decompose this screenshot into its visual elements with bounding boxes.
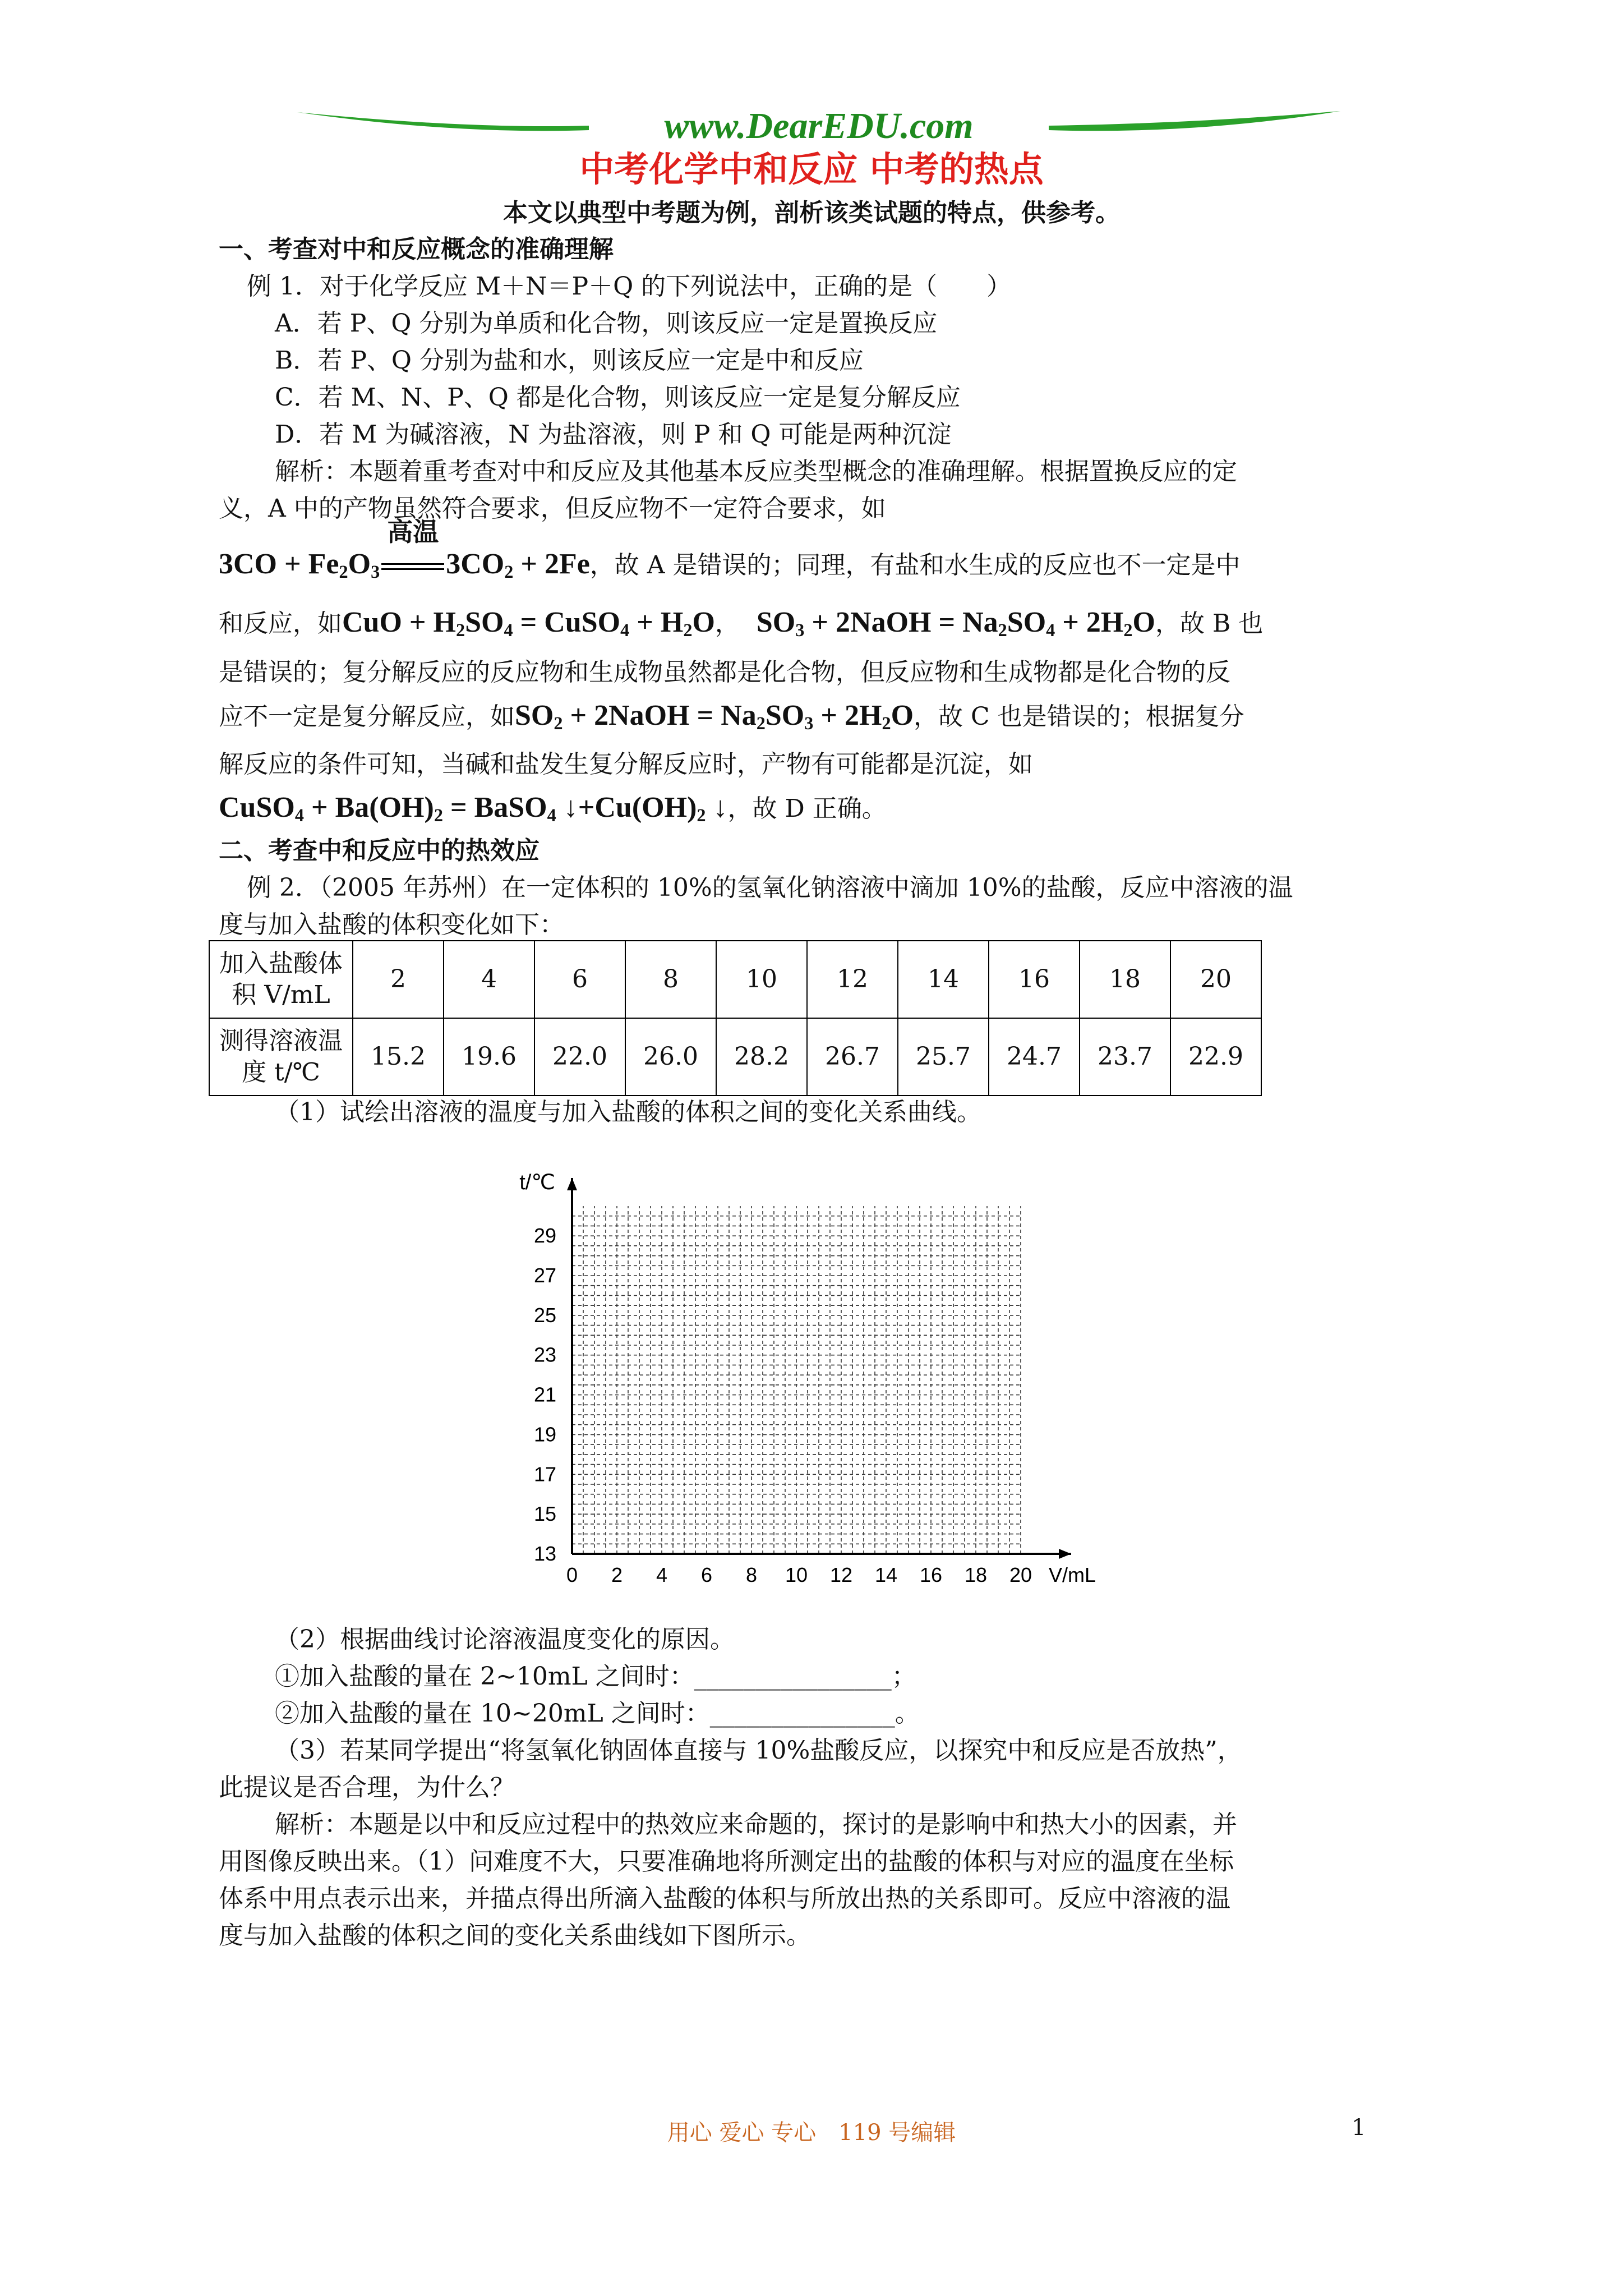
x-tick-label: 4 [656,1563,668,1586]
equation-cuo-h2so4: CuO + $H_2SO_4$ = CuSO$_4$ + $H_2O$ [342,606,715,641]
analysis1-line6 [219,693,1424,738]
row-head-text: 积 V/mL [232,981,330,1009]
option-c: C．若 M、N、P、Q 都是化合物，则该反应一定是复分解反应 [275,383,961,412]
y-tick-label: 15 [533,1502,556,1526]
y-tick-label: 29 [533,1224,556,1248]
analysis1-line6-prefix: 应不一定是复分解反应，如 [219,702,515,731]
x-tick-label: 18 [964,1563,988,1586]
x-tick-label: 2 [611,1563,623,1586]
analysis1-line2: 义，A 中的产物虽然符合要求，但反应物不一定符合要求，如 [219,494,886,523]
y-tick-label: 25 [533,1303,556,1327]
y-axis-arrow [567,1178,577,1190]
table-cell: 22.9 [1170,1018,1261,1096]
x-tick-label: 20 [1009,1563,1032,1586]
analysis1-line8 [219,785,1424,830]
x-tick-label: 10 [785,1563,808,1586]
analysis2-line3: 体系中用点表示出来，并描点得出所滴入盐酸的体积与所放出热的关系即可。反应中溶液的温 [219,1884,1230,1913]
table-cell: 20 [1170,941,1261,1018]
option-d: D．若 M 为碱溶液，N 为盐溶液，则 P 和 Q 可能是两种沉淀 [275,420,952,449]
x-axis-arrow [1059,1549,1071,1559]
analysis2-line2: 用图像反映出来。（1）问难度不大，只要准确地将所测定出的盐酸的体积与对应的温度在坐标 [219,1847,1234,1876]
table-cell: 19.6 [444,1018,534,1096]
equation-so2-naoh: $SO_2$ + 2NaOH = $Na_2SO_3 + 2H_2O$ [515,700,914,734]
table-cell: 10 [716,941,807,1018]
table-row-temp [209,1018,1261,1096]
x-tick-label: 14 [874,1563,898,1586]
table-row-head [209,941,353,1018]
table-cell: 26.0 [625,1018,716,1096]
row-head-text: 加入盐酸体 [219,949,343,978]
example2-line2: 度与加入盐酸的体积变化如下： [219,910,564,939]
y-tick-label: 27 [533,1264,556,1287]
equation-cuso4-baoh2: CuSO$_4$ + $Ba(OH)_2$ = BaSO$_4$ $↓+Cu(OH)_2$ ↓ [219,792,728,826]
y-tick-label: 17 [533,1462,556,1486]
page-number: 1 [1352,2115,1366,2141]
table-cell: 2 [353,941,444,1018]
x-axis-label: V/mL [1049,1563,1096,1586]
y-tick-label: 21 [533,1383,556,1406]
table-cell: 18 [1080,941,1170,1018]
table-row-volume [209,941,1261,1018]
temperature-grid-chart [494,1167,1133,1627]
example1-question: 例 1．对于化学反应 M＋N＝P＋Q 的下列说法中，正确的是（ ） [247,272,1012,301]
q3-line2: 此提议是否合理，为什么？ [219,1773,515,1802]
page-title: 中考化学中和反应 中考的热点 [579,149,1044,190]
example2-line1: 例 2．（2005 年苏州）在一定体积的 10%的氢氧化钠溶液中滴加 10%的盐酸，反应中溶液的温 [247,873,1293,902]
table-cell: 22.0 [534,1018,625,1096]
x-tick-label: 0 [566,1563,578,1586]
section2-heading: 二、考查中和反应中的热效应 [219,836,540,865]
reaction-condition: 高温 [387,517,439,547]
table-cell: 12 [807,941,898,1018]
analysis1-line3-text: ，故 A 是错误的；同理，有盐和水生成的反应也不一定是中 [589,551,1241,579]
analysis1-line4-suffix: ，故 B 也 [1155,609,1264,638]
y-tick-label: 19 [533,1423,556,1446]
q3-line1: （3）若某同学提出“将氢氧化钠固体直接与 10%盐酸反应，以探究中和反应是否放热”， [275,1736,1242,1765]
analysis1-line4-prefix: 和反应，如 [219,609,342,638]
table-cell: 4 [444,941,534,1018]
analysis1-line4-sep: ， [714,609,740,638]
table-cell: 26.7 [807,1018,898,1096]
table-cell: 16 [989,941,1080,1018]
x-tick-label: 12 [829,1563,853,1586]
table-cell: 15.2 [353,1018,444,1096]
table-cell: 24.7 [989,1018,1080,1096]
q2a-text: ①加入盐酸的量在 2~10mL 之间时：________________； [275,1662,916,1691]
analysis1-line6-suffix: ，故 C 也是错误的；根据复分 [914,702,1244,731]
row-head-text: 度 t/℃ [242,1058,320,1087]
option-a: A．若 P、Q 分别为单质和化合物，则该反应一定是置换反应 [275,309,938,338]
q2b-text: ②加入盐酸的量在 10~20mL 之间时：_______________。 [275,1699,920,1728]
analysis1-line1: 解析：本题着重考查对中和反应及其他基本反应类型概念的准确理解。根据置换反应的定 [275,457,1237,486]
table-cell: 23.7 [1080,1018,1170,1096]
x-tick-label: 16 [919,1563,943,1586]
table-cell: 28.2 [716,1018,807,1096]
y-tick-label: 23 [533,1343,556,1366]
q1-text: （1）试绘出溶液的温度与加入盐酸的体积之间的变化关系曲线。 [275,1098,981,1126]
footer-text: 用心 爱心 专心 119 号编辑 [667,2120,956,2146]
y-axis-label: t/℃ [519,1171,555,1194]
analysis1-line5: 是错误的；复分解反应的反应物和生成物虽然都是化合物，但反应物和生成物都是化合物的反 [219,658,1230,687]
x-tick-label: 8 [745,1563,758,1586]
equation-co-fe2o3: $3CO + Fe_2O_3$ 高温 $3CO_2 + 2Fe$ [219,548,590,580]
table-cell: 6 [534,941,625,1018]
equation-so3-naoh: $SO_3$ + 2NaOH = $Na_2SO_4 + 2H_2O$ [756,606,1155,641]
y-tick-label: 13 [533,1542,556,1565]
analysis2-line1: 解析：本题是以中和反应过程中的热效应来命题的，探讨的是影响中和热大小的因素，并 [275,1810,1237,1839]
option-b: B．若 P、Q 分别为盐和水，则该反应一定是中和反应 [275,346,864,375]
table-row-head [209,1018,353,1096]
analysis2-line4: 度与加入盐酸的体积之间的变化关系曲线如下图所示。 [219,1921,811,1950]
row-head-text: 测得溶液温 [219,1027,343,1055]
table-cell: 8 [625,941,716,1018]
analysis1-line3 [219,517,1424,587]
table-cell: 25.7 [898,1018,989,1096]
x-tick-label: 6 [700,1563,713,1586]
site-name: www.DearEDU.com [664,105,974,146]
q2-text: （2）根据曲线讨论溶液温度变化的原因。 [275,1625,735,1654]
data-table [209,940,1262,1096]
section1-heading: 一、考查对中和反应概念的准确理解 [219,235,614,264]
analysis1-line4 [219,600,1424,645]
page-subtitle: 本文以典型中考题为例，剖析该类试题的特点，供参考。 [503,199,1120,227]
table-cell: 14 [898,941,989,1018]
analysis1-line8-suffix: ，故 D 正确。 [727,794,887,823]
analysis1-line7: 解反应的条件可知，当碱和盐发生复分解反应时，产物有可能都是沉淀，如 [219,750,1033,779]
